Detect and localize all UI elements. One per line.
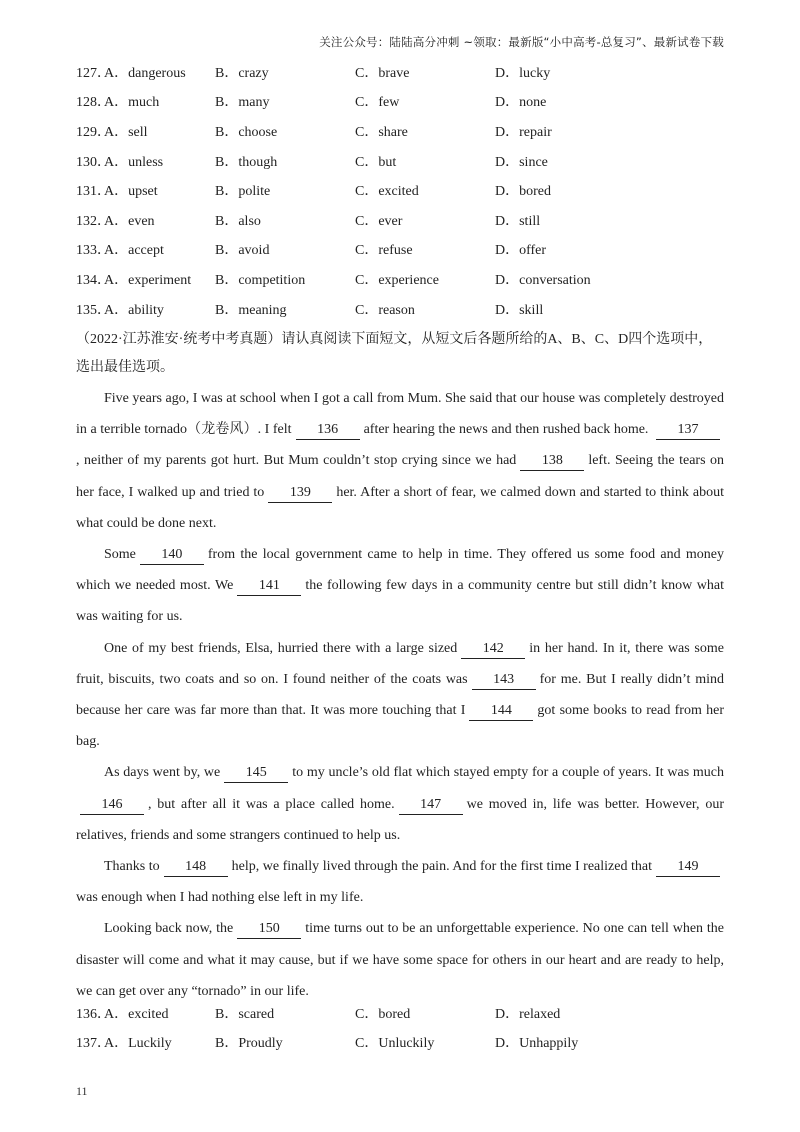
blank-150: 150 (237, 920, 301, 939)
question-number: 130． (76, 154, 111, 170)
blank-147: 147 (399, 796, 463, 815)
passage-text: the following few days in a community centre but still didn’t know what was waiting for us. (76, 578, 725, 625)
passage-text: was enough when I had nothing else left in my life. (76, 890, 364, 906)
option-a: A．excited (104, 1006, 169, 1022)
passage-text: One of my best friends, Elsa, hurried there with a large sized (104, 640, 458, 656)
question-number: 128． (76, 95, 111, 111)
blank-146: 146 (80, 796, 144, 815)
option-d: D．repair (495, 124, 552, 140)
question-number: 131． (76, 184, 111, 200)
question-options-137 (76, 1028, 736, 1058)
question-options-136 (76, 998, 736, 1028)
option-a: A．upset (104, 184, 158, 200)
option-d: D．since (495, 154, 548, 170)
option-d: D．offer (495, 243, 547, 259)
option-b: B．meaning (215, 302, 287, 318)
question-options-134 (76, 264, 736, 294)
option-c: C．reason (355, 302, 415, 318)
option-b: B．crazy (215, 65, 269, 81)
section-instructions: （2022·江苏淮安·统考中考真题）请认真阅读下面短文，从短文后各题所给的A、B、C、D四个选项中，选出最佳选项。 (76, 332, 713, 375)
question-number: 129． (76, 124, 111, 140)
option-c: C．share (355, 124, 408, 140)
passage-text: Some (104, 547, 136, 563)
question-number: 132． (76, 213, 111, 229)
passage-text: , neither of my parents got hurt. But Mum couldn’t stop crying since we had (76, 453, 517, 469)
option-d: D．conversation (495, 272, 591, 288)
blank-139: 139 (268, 484, 332, 503)
option-c: C．few (355, 95, 400, 111)
paragraph-1 (76, 383, 724, 539)
option-a: A．unless (104, 154, 164, 170)
option-a: A．experiment (104, 272, 192, 288)
passage-text: Looking back now, the (104, 921, 234, 937)
passage-text: Thanks to (104, 859, 160, 875)
blank-140: 140 (140, 546, 204, 565)
option-d: D．bored (495, 184, 551, 200)
blank-138: 138 (520, 452, 584, 471)
options-list-bottom (76, 998, 736, 1057)
option-a: A．dangerous (104, 65, 186, 81)
paragraph-2 (76, 539, 724, 633)
option-d: D．lucky (495, 65, 551, 81)
option-b: B．polite (215, 184, 271, 200)
paragraph-5 (76, 851, 724, 913)
option-c: C．Unluckily (355, 1036, 435, 1052)
passage-text: got some books to read from her bag. (76, 703, 724, 750)
paragraph-3 (76, 633, 724, 758)
option-d: D．relaxed (495, 1006, 561, 1022)
option-a: A．much (104, 95, 160, 111)
option-c: C．excited (355, 184, 419, 200)
question-options-128 (76, 87, 736, 117)
blank-143: 143 (472, 671, 536, 690)
option-d: D．none (495, 95, 547, 111)
option-b: B．scared (215, 1006, 275, 1022)
option-c: C．but (355, 154, 397, 170)
option-d: D．skill (495, 302, 544, 318)
option-c: C．ever (355, 213, 403, 229)
paragraph-4 (76, 757, 724, 851)
question-number: 127． (76, 65, 111, 81)
option-a: A．Luckily (104, 1036, 172, 1052)
option-c: C．brave (355, 65, 410, 81)
blank-137: 137 (656, 421, 720, 440)
blank-144: 144 (469, 702, 533, 721)
question-options-127 (76, 57, 736, 87)
question-number: 134． (76, 272, 111, 288)
blank-149: 149 (656, 858, 720, 877)
passage-text: we moved in, life was better. However, our relatives, friends and some strangers continued to help us. (76, 796, 724, 843)
option-a: A．accept (104, 243, 164, 259)
passage-text: to my uncle’s old flat which stayed empty for a couple of years. It was much (292, 765, 725, 781)
passage-text: after hearing the news and then rushed back home. (363, 422, 649, 438)
passage-text: As days went by, we (104, 765, 221, 781)
page-header: 关注公众号：陆陆高分冲刺 ~领取：最新版“小中高考-总复习”、最新试卷下载 (319, 35, 724, 49)
paragraph-6 (76, 913, 724, 1007)
option-c: C．refuse (355, 243, 413, 259)
option-b: B．though (215, 154, 278, 170)
question-number: 135． (76, 302, 111, 318)
options-list-top (76, 57, 736, 323)
option-d: D．still (495, 213, 541, 229)
option-b: B．competition (215, 272, 306, 288)
question-options-130 (76, 146, 736, 176)
passage-text: for me. But I really didn’t mind because her care was far more than that. It was more touching that I (76, 671, 724, 719)
blank-145: 145 (224, 764, 288, 783)
option-b: B．also (215, 213, 261, 229)
cloze-passage (76, 383, 724, 1007)
question-options-131 (76, 175, 736, 205)
question-options-132 (76, 205, 736, 235)
question-options-133 (76, 235, 736, 265)
blank-142: 142 (461, 640, 525, 659)
blank-141: 141 (237, 577, 301, 596)
passage-text: from the local government came to help in time. They offered us some food and money which we needed most. We (76, 547, 724, 594)
page-number: 11 (76, 1084, 88, 1098)
passage-text: help, we finally lived through the pain. And for the first time I realized that (231, 859, 652, 875)
question-number: 137． (76, 1036, 111, 1052)
option-b: B．choose (215, 124, 278, 140)
option-b: B．avoid (215, 243, 270, 259)
option-b: B．many (215, 95, 270, 111)
option-a: A．even (104, 213, 155, 229)
question-number: 133． (76, 243, 111, 259)
option-a: A．ability (104, 302, 164, 318)
option-c: C．experience (355, 272, 439, 288)
question-options-135 (76, 294, 736, 324)
question-options-129 (76, 116, 736, 146)
question-number: 136． (76, 1006, 111, 1022)
passage-text: left. Seeing the tears on her face, I walked up and tried to (76, 453, 724, 500)
passage-text: time turns out to be an unforgettable experience. No one can tell when the disaster will come and what it may cause, but if we have some space for others in our heart and are ready to help, we can get over any “tornado” in our life. (76, 921, 724, 999)
option-a: A．sell (104, 124, 148, 140)
passage-text: , but after all it was a place called home. (148, 796, 395, 812)
option-c: C．bored (355, 1006, 411, 1022)
blank-136: 136 (296, 421, 360, 440)
passage-text: in her hand. In it, there was some fruit, biscuits, two coats and so on. I found neither of the coats was (76, 640, 724, 687)
passage-text: her. After a short of fear, we calmed down and started to think about what could be done next. (76, 484, 724, 531)
passage-text: Five years ago, I was at school when I got a call from Mum. She said that our house was completely destroyed in a terrible tornado（龙卷风）. I felt (76, 391, 724, 438)
option-b: B．Proudly (215, 1036, 283, 1052)
option-d: D．Unhappily (495, 1036, 579, 1052)
blank-148: 148 (164, 858, 228, 877)
